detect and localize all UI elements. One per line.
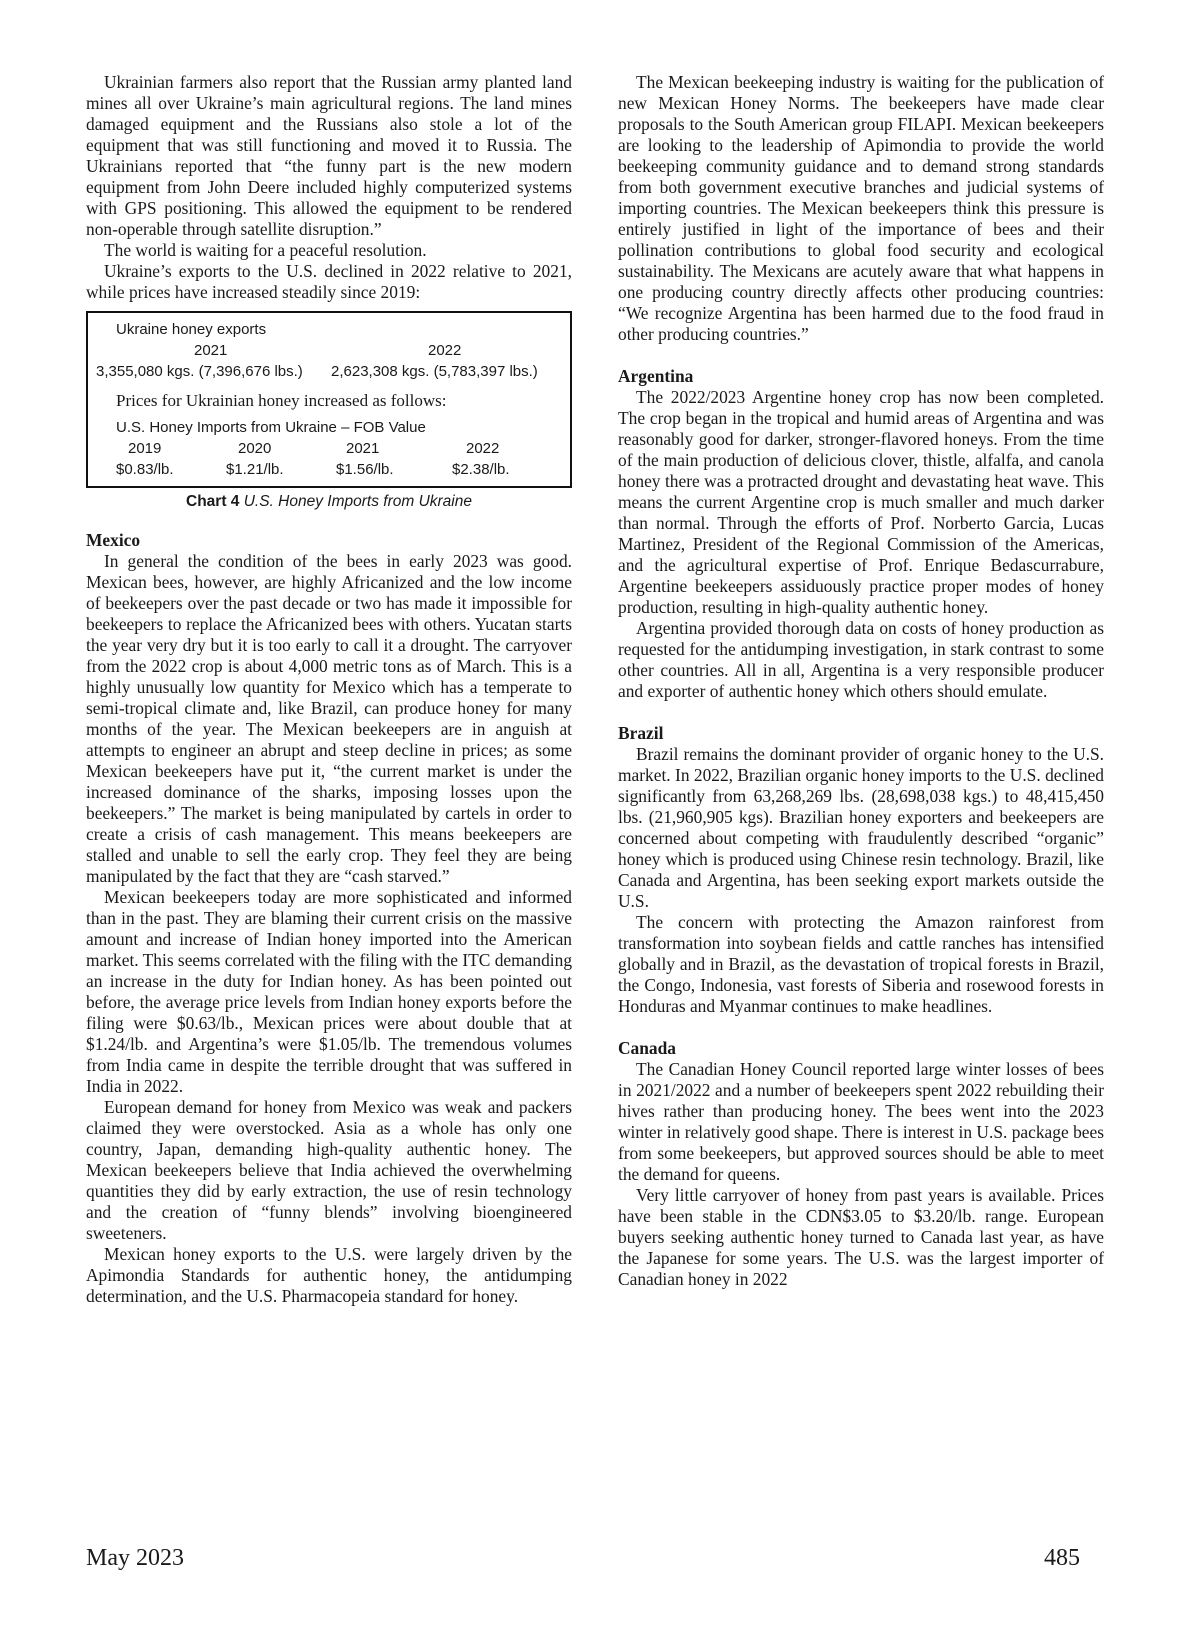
price-year: 2019 [128,440,162,457]
exports-title: Ukraine honey exports [116,321,267,338]
section-heading-mexico: Mexico [86,530,141,550]
section-heading-argentina: Argentina [618,366,694,386]
price-year: 2022 [466,440,500,457]
paragraph: Argentina provided thorough data on costs of honey production as requested for the antidumping investigation, in stark contrast to some other countries. All in all, Argentina is a very responsible producer and exporter of authentic honey which others should emulate. [618,618,1104,701]
imports-title: U.S. Honey Imports from Ukraine – FOB Value [116,419,426,436]
price-value: $2.38/lb. [452,461,510,478]
right-column [618,72,1104,1290]
section-heading-brazil: Brazil [618,723,664,743]
paragraph: The world is waiting for a peaceful resolution. [104,240,427,260]
chart-caption [86,492,572,512]
price-value: $0.83/lb. [116,461,174,478]
paragraph: Ukraine’s exports to the U.S. declined in 2022 relative to 2021, while prices have increased steadily since 2019: [86,261,572,302]
paragraph: Brazil remains the dominant provider of organic honey to the U.S. market. In 2022, Brazilian organic honey imports to the U.S. declined significantly from 63,268,269 lbs. (28,698,038 kgs.) to 48,415,450 lbs. (21,960,905 kgs). Brazilian honey exporters and beekeepers are concerned about competing with fraudulently described “organic” honey which is produced using Chinese resin technology. Brazil, like Canada and Argentina, has been seeking export markets outside the U.S. [618,744,1104,911]
exports-2021-value: 3,355,080 kgs. (7,396,676 lbs.) [96,363,303,380]
caption-text: U.S. Honey Imports from Ukraine [243,493,472,510]
caption-label: Chart 4 [186,493,240,510]
exports-2022-value: 2,623,308 kgs. (5,783,397 lbs.) [331,363,538,380]
page-number: 485 [1044,1545,1080,1571]
price-year: 2021 [346,440,380,457]
paragraph: In general the condition of the bees in early 2023 was good. Mexican bees, however, are highly Africanized and the low income of beekeepers over the past decade or two has made it impossible for beekeepers to replace the Africanized bees with others. Yucatan starts the year very dry but it is too early to call it a drought. The carryover from the 2022 crop is about 4,000 metric tons as of March. This is a highly unusually low quantity for Mexico which has a temperate to semi-tropical climate and, like Brazil, can produce honey for many months of the year. The Mexican beekeepers are in anguish at attempts to engineer an abrupt and steep decline in prices; as some Mexican beekeepers have put it, “the current market is under the increased dominance of the sharks, imposing losses upon the beekeepers.” The market is being manipulated by cartels in order to create a crisis of cash management. This means beekeepers are stalled and unable to sell the early crop. They feel they are being manipulated by the fact that they are “cash starved.” [86,551,572,886]
left-column [86,72,572,1307]
paragraph: The Canadian Honey Council reported large winter losses of bees in 2021/2022 and a number of beekeepers spent 2022 rebuilding their hives rather than producing honey. The bees went into the 2023 winter in relatively good shape. There is interest in U.S. package bees from some beekeepers, but approved sources should be able to meet the demand for queens. [618,1059,1104,1184]
price-year: 2020 [238,440,272,457]
prices-intro: Prices for Ukrainian honey increased as follows: [116,391,447,410]
year-2021: 2021 [194,342,228,359]
paragraph: The 2022/2023 Argentine honey crop has now been completed. The crop began in the tropical and humid areas of Argentina and was reasonably good for darker, stronger-flavored honeys. From the time of the main production of delicious clover, thistle, alfalfa, and canola honey there was a protracted drought and devastating heat wave. This means the current Argentine crop is much smaller and much darker than normal. Through the efforts of Prof. Norberto Garcia, Lucas Martinez, President of the Regional Commission of the Americas, and the agricultural expertise of Prof. Enrique Bedascurrabure, Argentine beekeepers assiduously practice proper modes of honey production, resulting in high-quality authentic honey. [618,387,1104,617]
paragraph: Very little carryover of honey from past years is available. Prices have been stable in the CDN$3.05 to $3.20/lb. range. European buyers seeking authentic honey turned to Canada last year, as have the Japanese for some years. The U.S. was the largest importer of Canadian honey in 2022 [618,1185,1104,1289]
section-heading-canada: Canada [618,1038,676,1058]
paragraph: Mexican beekeepers today are more sophisticated and informed than in the past. They are blaming their current crisis on the massive amount and increase of Indian honey imported into the American market. This seems correlated with the filing with the ITC demanding an increase in the duty for Indian honey. As has been pointed out before, the average price levels from Indian honey exports before the filing were $0.63/lb., Mexican prices were about double that at $1.24/lb. and Argentina’s were $1.05/lb. The tremendous volumes from India came in despite the terrible drought that was suffered in India in 2022. [86,887,573,1096]
paragraph: The Mexican beekeeping industry is waiting for the publication of new Mexican Honey Norms. The beekeepers have made clear proposals to the South American group FILAPI. Mexican beekeepers are looking to the leadership of Apimondia to provide the world beekeeping community guidance and to demand strong standards from both government executive branches and judicial systems of importing countries. The Mexican beekeepers think this pressure is entirely justified in light of the importance of bees and their pollination contributions to global food security and ecological sustainability. The Mexicans are acutely aware that what happens in one producing country directly affects other producing countries: “We recognize Argentina has been harmed due to the food fraud in other producing countries.” [618,72,1104,344]
footer-date: May 2023 [86,1545,184,1571]
ukraine-honey-chart [86,311,572,488]
paragraph: Ukrainian farmers also report that the Russian army planted land mines all over Ukraine’s main agricultural regions. The land mines damaged equipment and the Russians also stole a lot of the equipment that was still functioning and moved it to Russia. The Ukrainians reported that “the funny part is the new modern equipment from John Deere included highly computerized systems with GPS positioning. This allowed the equipment to be rendered non-operable through satellite disruption.” [86,72,572,239]
price-value: $1.21/lb. [226,461,284,478]
price-value: $1.56/lb. [336,461,394,478]
year-2022: 2022 [428,342,462,359]
paragraph: Mexican honey exports to the U.S. were largely driven by the Apimondia Standards for authentic honey, the antidumping determination, and the U.S. Pharmacopeia standard for honey. [86,1244,572,1306]
paragraph: The concern with protecting the Amazon rainforest from transformation into soybean fields and cattle ranches has intensified globally and in Brazil, as the devastation of tropical forests in Brazil, the Congo, Indonesia, vast forests of Siberia and rosewood forests in Honduras and Myanmar continues to make headlines. [618,912,1104,1016]
paragraph: European demand for honey from Mexico was weak and packers claimed they were overstocked. Asia as a whole has only one country, Japan, demanding high-quality authentic honey. The Mexican beekeepers believe that India achieved the overwhelming quantities they did by early extraction, the use of resin technology and the creation of “funny blends” involving bioengineered sweeteners. [86,1097,572,1243]
